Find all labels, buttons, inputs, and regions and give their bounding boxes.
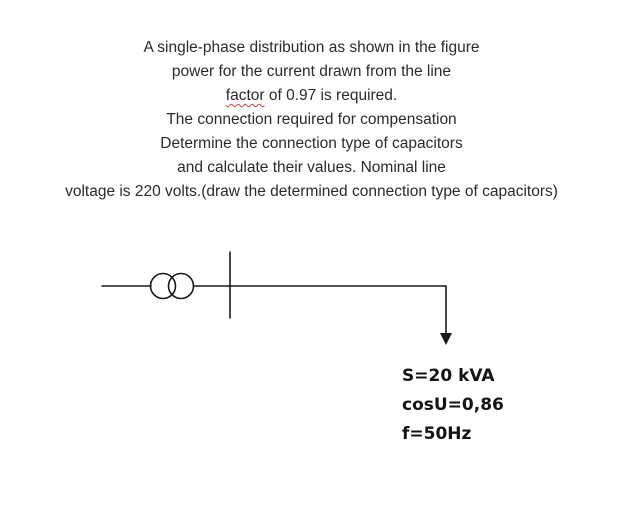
- question-line-3-rest: of 0.97 is required.: [264, 87, 398, 104]
- transformer-secondary-winding-icon: [169, 274, 194, 299]
- question-line-6: and calculate their values. Nominal line: [177, 159, 446, 176]
- question-line-2: power for the current drawn from the line: [171, 63, 452, 80]
- load-power-factor: cosU=0,86: [402, 395, 504, 415]
- question-line-4: The connection required for compensation: [166, 111, 457, 128]
- question-line-1: A single-phase distribution as shown in the figure: [143, 39, 480, 56]
- spellcheck-word: factor: [225, 87, 265, 104]
- load-specification: [402, 362, 504, 449]
- question-line-7: voltage is 220 volts.(draw the determined connection type of capacitors): [65, 183, 558, 200]
- load-frequency: f=50Hz: [402, 424, 472, 444]
- question-line-5: Determine the connection type of capacitors: [160, 135, 463, 152]
- load-arrow-icon: [440, 333, 452, 345]
- load-apparent-power: S=20 kVA: [402, 366, 495, 386]
